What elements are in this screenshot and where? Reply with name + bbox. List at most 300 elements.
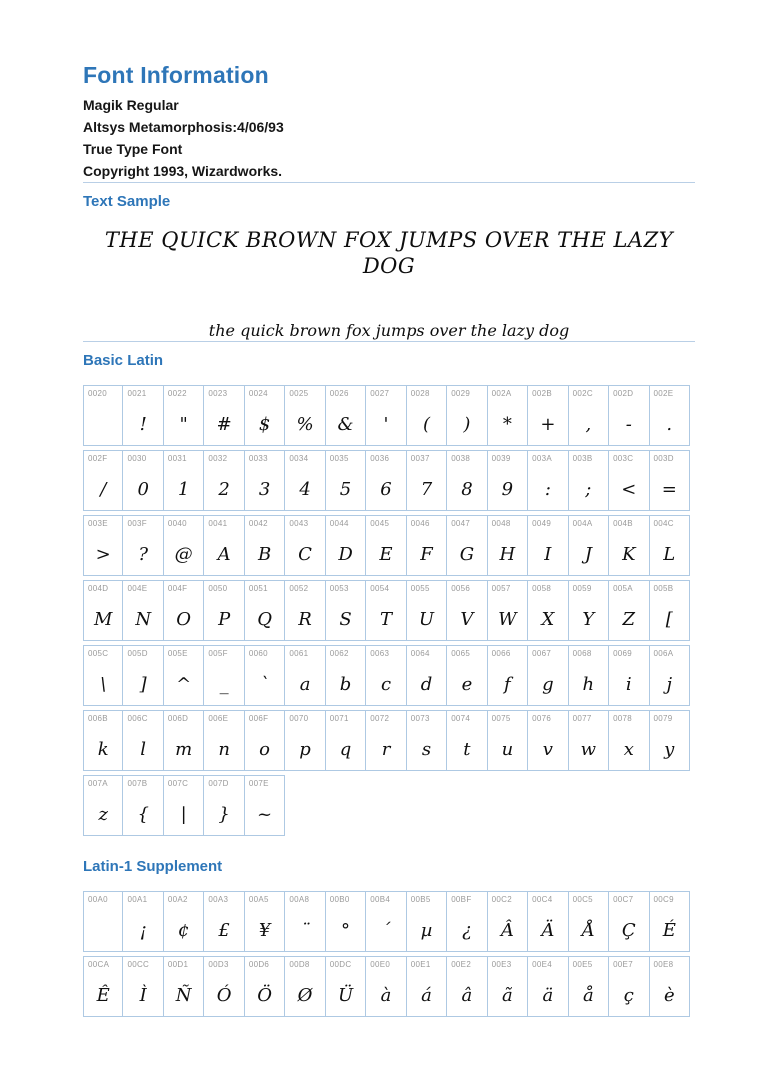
glyph-cell-0056	[447, 580, 487, 641]
glyph-char: B	[257, 544, 272, 565]
glyph-cell-0063	[366, 645, 406, 706]
glyph-char: .	[666, 414, 673, 435]
glyph-code-label: 0045	[370, 519, 390, 528]
glyph-code-label: 00A2	[167, 895, 188, 904]
glyph-char: q	[339, 739, 352, 760]
glyph-cell-002E	[650, 385, 690, 446]
glyph-char: 1	[177, 479, 190, 500]
glyph-char: *	[502, 414, 512, 435]
glyph-row	[83, 645, 690, 706]
glyph-code-label: 00D1	[167, 960, 189, 969]
glyph-char: °	[341, 920, 351, 941]
font-type-line: True Type Font	[83, 141, 183, 157]
glyph-cell-0042	[245, 515, 285, 576]
glyph-code-label: 00A1	[127, 895, 148, 904]
glyph-cell-005A	[609, 580, 649, 641]
glyph-char: y	[664, 739, 675, 760]
glyph-code-label: 005A	[613, 584, 633, 593]
glyph-code-label: 0061	[289, 649, 309, 658]
glyph-char: u	[501, 739, 514, 760]
glyph-char: s	[421, 739, 432, 760]
glyph-cell-00C4	[528, 891, 568, 952]
glyph-code-label: 002D	[613, 389, 634, 398]
glyph-cell-002B	[528, 385, 568, 446]
glyph-char: P	[218, 609, 231, 630]
glyph-cell-0074	[447, 710, 487, 771]
glyph-char: è	[663, 985, 675, 1006]
glyph-code-label: 0052	[289, 584, 309, 593]
glyph-code-label: 0065	[451, 649, 471, 658]
glyph-code-label: 0067	[532, 649, 552, 658]
glyph-cell-006E	[204, 710, 244, 771]
glyph-char: ä	[542, 985, 554, 1006]
glyph-cell-004C	[650, 515, 690, 576]
glyph-cell-0046	[407, 515, 447, 576]
text-sample-lowercase: the quick brown fox jumps over the lazy dog	[208, 321, 570, 340]
glyph-code-label: 0036	[370, 454, 390, 463]
glyph-char: R	[298, 609, 312, 630]
glyph-char: d	[420, 674, 433, 695]
glyph-code-label: 0042	[248, 519, 268, 528]
glyph-char: \	[100, 674, 107, 695]
glyph-cell-005D	[123, 645, 163, 706]
glyph-char: w	[580, 739, 597, 760]
glyph-code-label: 003C	[613, 454, 634, 463]
glyph-code-label: 0029	[451, 389, 471, 398]
glyph-cell-0053	[326, 580, 366, 641]
glyph-code-label: 00BF	[451, 895, 472, 904]
glyph-char: z	[98, 804, 108, 825]
glyph-cell-004F	[164, 580, 204, 641]
glyph-cell-0025	[285, 385, 325, 446]
glyph-code-label: 0030	[127, 454, 147, 463]
glyph-char: l	[140, 739, 147, 760]
glyph-code-label: 002E	[653, 389, 674, 398]
glyph-cell-0066	[488, 645, 528, 706]
glyph-code-label: 0062	[329, 649, 349, 658]
glyph-cell-006F	[245, 710, 285, 771]
glyph-char: "	[179, 414, 188, 435]
glyph-code-label: 0077	[572, 714, 592, 723]
glyph-code-label: 0063	[370, 649, 390, 658]
glyph-code-label: 004E	[127, 584, 148, 593]
glyph-code-label: 0041	[208, 519, 228, 528]
glyph-cell-005B	[650, 580, 690, 641]
glyph-cell-0020	[83, 385, 123, 446]
glyph-cell-0049	[528, 515, 568, 576]
glyph-char: _	[219, 674, 229, 695]
glyph-code-label: 00E2	[451, 960, 472, 969]
glyph-char: {	[137, 804, 149, 825]
glyph-char: Z	[622, 609, 636, 630]
glyph-cell-0071	[326, 710, 366, 771]
glyph-code-label: 003A	[532, 454, 553, 463]
glyph-char: :	[544, 479, 551, 500]
glyph-code-label: 0066	[491, 649, 511, 658]
glyph-code-label: 005F	[208, 649, 228, 658]
glyph-char: ¥	[258, 920, 271, 941]
glyph-cell-0051	[245, 580, 285, 641]
glyph-char: 3	[258, 479, 271, 500]
glyph-char: U	[418, 609, 435, 630]
glyph-code-label: 00A3	[208, 895, 229, 904]
glyph-cell-0060	[245, 645, 285, 706]
glyph-char: C	[298, 544, 312, 565]
glyph-cell-00A0	[83, 891, 123, 952]
glyph-cell-006C	[123, 710, 163, 771]
glyph-code-label: 00D3	[208, 960, 229, 969]
glyph-code-label: 0020	[88, 389, 107, 398]
glyph-char: ã	[502, 985, 513, 1006]
glyph-char: t	[463, 739, 471, 760]
glyph-code-label: 0031	[167, 454, 187, 463]
glyph-char: m	[175, 739, 193, 760]
glyph-char: E	[379, 544, 393, 565]
glyph-char: 7	[420, 479, 433, 500]
glyph-code-label: 0047	[451, 519, 471, 528]
glyph-char: ~	[257, 804, 273, 825]
glyph-cell-00C7	[609, 891, 649, 952]
glyph-cell-005C	[83, 645, 123, 706]
glyph-code-label: 0040	[167, 519, 187, 528]
section-heading-latin1-supplement: Latin-1 Supplement	[83, 858, 223, 875]
glyph-char: 4	[299, 479, 311, 500]
glyph-cell-003C	[609, 450, 649, 511]
glyph-char: Ì	[139, 985, 147, 1006]
glyph-cell-0039	[488, 450, 528, 511]
glyph-char: c	[380, 674, 392, 695]
glyph-cell-00DC	[326, 956, 366, 1017]
glyph-cell-00E5	[569, 956, 609, 1017]
glyph-cell-0057	[488, 580, 528, 641]
glyph-cell-00E2	[447, 956, 487, 1017]
glyph-char: V	[460, 609, 474, 630]
glyph-cell-002A	[488, 385, 528, 446]
glyph-code-label: 002C	[572, 389, 593, 398]
glyph-code-label: 0050	[208, 584, 228, 593]
glyph-code-label: 00C9	[653, 895, 674, 904]
glyph-code-label: 004F	[167, 584, 188, 593]
basic-latin-glyph-grid	[83, 385, 690, 836]
glyph-cell-0041	[204, 515, 244, 576]
glyph-char: )	[463, 414, 471, 435]
glyph-char: Ó	[216, 985, 232, 1006]
glyph-code-label: 0079	[653, 714, 673, 723]
glyph-cell-00C9	[650, 891, 690, 952]
glyph-code-label: 005C	[88, 649, 109, 658]
glyph-char: i	[625, 674, 632, 695]
glyph-code-label: 0078	[613, 714, 633, 723]
glyph-char: à	[380, 985, 392, 1006]
glyph-cell-00BF	[447, 891, 487, 952]
glyph-cell-0072	[366, 710, 406, 771]
glyph-char: `	[260, 674, 270, 695]
glyph-char: µ	[420, 920, 433, 941]
glyph-code-label: 007D	[208, 779, 229, 788]
glyph-char: ¡	[139, 920, 147, 941]
glyph-code-label: 0076	[532, 714, 552, 723]
glyph-char: n	[218, 739, 230, 760]
glyph-code-label: 0073	[410, 714, 430, 723]
glyph-cell-003A	[528, 450, 568, 511]
glyph-code-label: 0023	[208, 389, 228, 398]
glyph-code-label: 0070	[289, 714, 309, 723]
glyph-code-label: 0072	[370, 714, 390, 723]
glyph-cell-00CC	[123, 956, 163, 1017]
glyph-char: 0	[137, 479, 149, 500]
glyph-char: -	[625, 414, 632, 435]
glyph-char: F	[420, 544, 433, 565]
glyph-cell-007E	[245, 775, 285, 836]
glyph-char: 9	[501, 479, 514, 500]
font-info-page	[83, 0, 695, 1017]
glyph-code-label: 00E5	[572, 960, 593, 969]
glyph-code-label: 002F	[88, 454, 108, 463]
glyph-code-label: 006E	[208, 714, 229, 723]
section-heading-basic-latin: Basic Latin	[83, 352, 164, 369]
glyph-char: T	[379, 609, 392, 630]
glyph-code-label: 0056	[451, 584, 471, 593]
glyph-code-label: 00A5	[248, 895, 269, 904]
glyph-char: (	[422, 414, 430, 435]
glyph-code-label: 00E7	[613, 960, 633, 969]
glyph-code-label: 00A8	[289, 895, 310, 904]
glyph-char: g	[542, 674, 554, 695]
glyph-char: â	[461, 985, 473, 1006]
glyph-char: Q	[257, 609, 272, 630]
glyph-cell-007A	[83, 775, 123, 836]
glyph-code-label: 0032	[208, 454, 228, 463]
glyph-char: Ä	[541, 920, 555, 941]
glyph-cell-0062	[326, 645, 366, 706]
glyph-code-label: 0025	[289, 389, 309, 398]
glyph-cell-0058	[528, 580, 568, 641]
glyph-cell-0038	[447, 450, 487, 511]
glyph-char: @	[174, 544, 193, 565]
glyph-cell-007B	[123, 775, 163, 836]
glyph-char: á	[421, 985, 432, 1006]
glyph-char: H	[499, 544, 516, 565]
glyph-code-label: 0068	[572, 649, 592, 658]
glyph-char: A	[217, 544, 231, 565]
glyph-code-label: 0075	[491, 714, 511, 723]
glyph-cell-0061	[285, 645, 325, 706]
glyph-cell-0064	[407, 645, 447, 706]
glyph-char: f	[504, 674, 511, 695]
glyph-code-label: 0028	[410, 389, 430, 398]
glyph-cell-0059	[569, 580, 609, 641]
glyph-code-label: 0060	[248, 649, 268, 658]
glyph-char: 2	[218, 479, 230, 500]
glyph-char: |	[180, 804, 187, 825]
glyph-cell-00E1	[407, 956, 447, 1017]
glyph-code-label: 0044	[329, 519, 349, 528]
glyph-char: L	[663, 544, 676, 565]
glyph-char: +	[540, 414, 556, 435]
glyph-char: p	[299, 739, 311, 760]
glyph-code-label: 0033	[248, 454, 268, 463]
glyph-code-label: 00D8	[289, 960, 310, 969]
glyph-char: Â	[500, 920, 514, 941]
font-vendor-line: Altsys Metamorphosis:4/06/93	[83, 119, 284, 135]
glyph-cell-002F	[83, 450, 123, 511]
glyph-code-label: 0055	[410, 584, 430, 593]
glyph-cell-0055	[407, 580, 447, 641]
glyph-code-label: 003E	[88, 519, 108, 528]
glyph-cell-0054	[366, 580, 406, 641]
glyph-code-label: 003F	[127, 519, 147, 528]
glyph-char: ´	[381, 920, 391, 941]
glyph-char: }	[218, 804, 230, 825]
glyph-cell-0079	[650, 710, 690, 771]
glyph-code-label: 0074	[451, 714, 471, 723]
glyph-code-label: 003D	[653, 454, 674, 463]
glyph-code-label: 0027	[370, 389, 390, 398]
glyph-char: ¨	[300, 920, 310, 941]
glyph-cell-006B	[83, 710, 123, 771]
glyph-cell-00E3	[488, 956, 528, 1017]
glyph-cell-00C2	[488, 891, 528, 952]
glyph-char: =	[661, 479, 677, 500]
section-heading-text-sample: Text Sample	[83, 193, 171, 210]
glyph-char: G	[459, 544, 475, 565]
glyph-char: <	[621, 479, 637, 500]
glyph-cell-00B0	[326, 891, 366, 952]
glyph-cell-00C5	[569, 891, 609, 952]
glyph-cell-0037	[407, 450, 447, 511]
glyph-cell-00D3	[204, 956, 244, 1017]
glyph-code-label: 00E8	[653, 960, 674, 969]
font-copyright-line: Copyright 1993, Wizardworks.	[83, 163, 283, 179]
glyph-code-label: 00B4	[370, 895, 391, 904]
glyph-cell-0070	[285, 710, 325, 771]
glyph-cell-004B	[609, 515, 649, 576]
glyph-cell-0052	[285, 580, 325, 641]
glyph-cell-0044	[326, 515, 366, 576]
glyph-code-label: 005B	[653, 584, 674, 593]
glyph-char: j	[666, 674, 673, 695]
glyph-code-label: 0049	[532, 519, 552, 528]
glyph-code-label: 0057	[491, 584, 511, 593]
glyph-cell-00D1	[164, 956, 204, 1017]
glyph-row	[83, 891, 690, 952]
glyph-code-label: 0037	[410, 454, 430, 463]
glyph-char: #	[216, 414, 232, 435]
glyph-char: ç	[623, 985, 634, 1006]
glyph-char: ?	[138, 544, 149, 565]
glyph-code-label: 007A	[88, 779, 108, 788]
glyph-cell-00E8	[650, 956, 690, 1017]
glyph-cell-00E4	[528, 956, 568, 1017]
glyph-row	[83, 385, 690, 446]
glyph-cell-0031	[164, 450, 204, 511]
glyph-cell-0077	[569, 710, 609, 771]
glyph-cell-00CA	[83, 956, 123, 1017]
glyph-row	[83, 775, 690, 836]
glyph-cell-0028	[407, 385, 447, 446]
glyph-char: &	[337, 414, 354, 435]
glyph-code-label: 006F	[248, 714, 269, 723]
glyph-char: Ê	[96, 985, 110, 1006]
text-sample-uppercase: THE QUICK BROWN FOX JUMPS OVER THE LAZY DOG	[104, 228, 674, 278]
glyph-char: Å	[581, 920, 595, 941]
glyph-code-label: 006D	[167, 714, 189, 723]
glyph-cell-0065	[447, 645, 487, 706]
glyph-cell-004E	[123, 580, 163, 641]
glyph-char: É	[662, 920, 676, 941]
glyph-code-label: 00B0	[329, 895, 350, 904]
glyph-code-label: 0071	[329, 714, 349, 723]
glyph-code-label: 0026	[329, 389, 349, 398]
glyph-cell-002D	[609, 385, 649, 446]
glyph-code-label: 007C	[167, 779, 189, 788]
glyph-code-label: 00E1	[410, 960, 431, 969]
glyph-cell-0068	[569, 645, 609, 706]
glyph-cell-00A2	[164, 891, 204, 952]
glyph-code-label: 006B	[88, 714, 108, 723]
glyph-code-label: 0035	[329, 454, 349, 463]
glyph-cell-0073	[407, 710, 447, 771]
glyph-cell-004D	[83, 580, 123, 641]
glyph-cell-0076	[528, 710, 568, 771]
glyph-char: k	[97, 739, 109, 760]
glyph-cell-0030	[123, 450, 163, 511]
glyph-char: o	[259, 739, 271, 760]
glyph-row	[83, 580, 690, 641]
glyph-char: O	[176, 609, 192, 630]
glyph-code-label: 00E3	[491, 960, 512, 969]
glyph-cell-00E0	[366, 956, 406, 1017]
glyph-cell-004A	[569, 515, 609, 576]
glyph-code-label: 00B5	[410, 895, 431, 904]
glyph-cell-0021	[123, 385, 163, 446]
glyph-cell-00B5	[407, 891, 447, 952]
glyph-cell-00A1	[123, 891, 163, 952]
glyph-code-label: 0054	[370, 584, 390, 593]
glyph-code-label: 003B	[572, 454, 593, 463]
glyph-char: å	[582, 985, 594, 1006]
glyph-code-label: 00C4	[532, 895, 553, 904]
glyph-code-label: 002B	[532, 389, 553, 398]
glyph-cell-007D	[204, 775, 244, 836]
glyph-cell-0024	[245, 385, 285, 446]
glyph-cell-0067	[528, 645, 568, 706]
glyph-code-label: 0039	[491, 454, 511, 463]
glyph-code-label: 0022	[167, 389, 187, 398]
glyph-code-label: 005D	[127, 649, 148, 658]
divider	[83, 341, 695, 342]
glyph-char: 8	[461, 479, 473, 500]
glyph-cell-005F	[204, 645, 244, 706]
glyph-code-label: 00C2	[491, 895, 512, 904]
glyph-char: S	[339, 609, 352, 630]
glyph-cell-0047	[447, 515, 487, 576]
glyph-char: !	[139, 414, 147, 435]
glyph-char: x	[623, 739, 634, 760]
glyph-char: ¿	[462, 920, 472, 941]
glyph-code-label: 0051	[248, 584, 268, 593]
glyph-cell-0026	[326, 385, 366, 446]
glyph-code-label: 007B	[127, 779, 148, 788]
glyph-code-label: 006A	[653, 649, 674, 658]
glyph-row	[83, 956, 690, 1017]
glyph-row	[83, 710, 690, 771]
font-meta	[83, 94, 695, 182]
glyph-char: N	[135, 609, 152, 630]
glyph-code-label: 00E0	[370, 960, 391, 969]
glyph-cell-0027	[366, 385, 406, 446]
glyph-char: a	[299, 674, 311, 695]
